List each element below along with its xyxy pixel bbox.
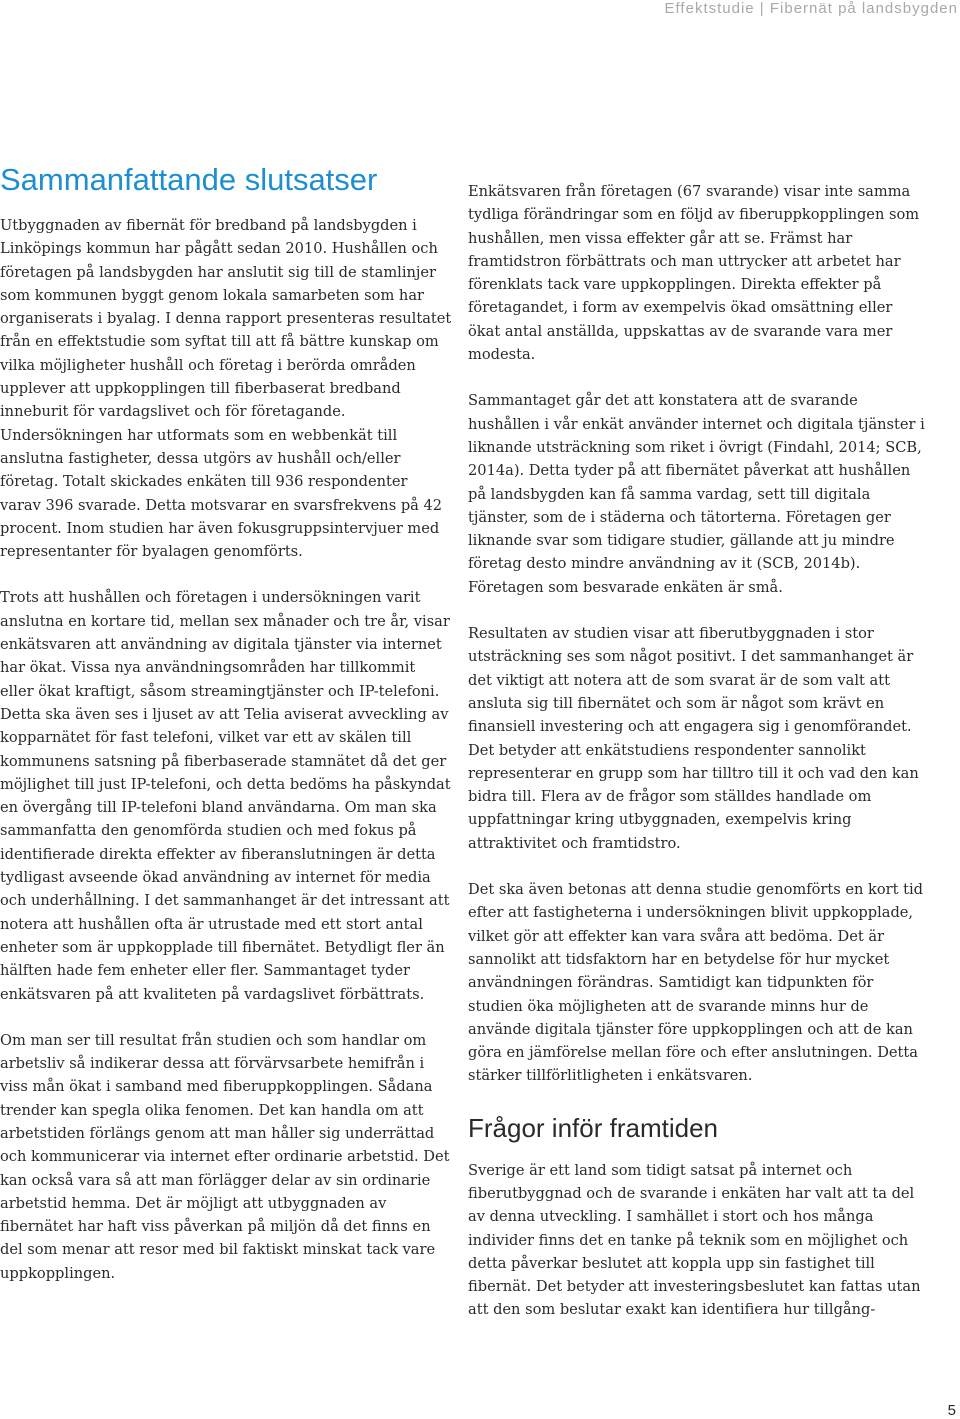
section-heading-future: Frågor inför framtiden bbox=[468, 1112, 718, 1143]
paragraph: Resultaten av studien visar att fiberutbyggnaden i stor utsträckning ses som något positivt. I det sammanhanget är det viktigt att notera att de som svarat är de som valt att ansluta sig till fibernätet och som är något som krävt en finansiell investering och att engagera sig i genomförandet. Det betyder att enkätstudiens respondenter sannolikt representerar en grupp som har tilltro till it och vad den kan bidra till. Flera av de frågor som ställdes handlade om uppfattningar kring utbyggnaden, exempelvis kring attraktivitet och framtidstro. bbox=[468, 625, 919, 852]
paragraph: Enkätsvaren från företagen (67 svarande) visar inte samma tydliga förändringar som en följd av fiberuppkopplingen som hushållen, men vissa effekter går att se. Främst har framtidstron förbättrats och man uttrycker att arbetet har förenklats tack vare uppkopplingen. Direkta effekter på företagandet, i form av exempelvis ökad omsättning eller ökat antal anställda, uppskattas av de svarande vara mer modesta. bbox=[468, 183, 920, 364]
paragraph: Sverige är ett land som tidigt satsat på internet och fiberutbyggnad och de svarande i enkäten har valt att ta del av denna utveckling. I samhället i stort och hos många individer finns det en tanke på teknik som en möjlighet och detta påverkar beslutet att koppla upp sin fastighet till fibernät. Det betyder att investeringsbeslutet kan fattas utan att den som beslutar exakt kan identifiera hur tillgång- bbox=[468, 1161, 921, 1319]
paragraph: Om man ser till resultat från studien och som handlar om arbetsliv så indikerar dessa att förvärvsarbete hemifrån i viss mån ökat i samband med fiberuppkopplingen. Sådana trender kan spegla olika fenomen. Det kan handla om att arbetstiden förlängs genom att man håller sig underrättad och kommunicerar via internet efter ordinarie arbetstid. Det kan också vara så att man förlägger delar av sin ordinarie arbetstid hemma. Det är möjligt att utbyggnaden av fibernätet har haft viss påverkan på miljön då det finns en del som menar att resor med bil faktiskt minskat tack vare uppkopplingen. bbox=[0, 1031, 450, 1282]
section-heading-conclusions: Sammanfattande slutsatser bbox=[0, 162, 378, 197]
paragraph: Sammantaget går det att konstatera att de svarande hushållen i vår enkät använder internet och digitala tjänster i liknande utsträckning som riket i övrigt (Findahl, 2014; SCB, 2014a). Detta tyder på att fibernätet påverkat att hushållen på landsbygden kan få samma vardag, sett till digitala tjänster, som de i städerna och tätorterna. Företagen ger liknande svar som tidigare studier, gällande att ju mindre företag desto mindre användning av it (SCB, 2014b). Företagen som besvarade enkäten är små. bbox=[468, 392, 925, 596]
left-column bbox=[0, 160, 452, 1308]
paragraph: Trots att hushållen och företagen i undersökningen varit anslutna en kortare tid, mellan sex månader och tre år, visar enkätsvaren att användning av digitala tjänster via internet har ökat. Vissa nya användningsområden har tillkommit eller ökat kraftigt, såsom streamingtjänster och IP-telefoni. Detta ska även ses i ljuset av att Telia aviserat avveckling av kopparnätet för fast telefoni, vilket var ett av skälen till kommunens satsning på fiberbaserade stamnätet då det ger möjlighet till just IP-telefoni, och detta bedöms ha påskyndat en övergång till IP-telefoni bland användarna. Om man ska sammanfatta den genomförda studien och med fokus på identifierade direkta effekter av fiberanslutningen är detta tydligast avseende ökad användning av internet för media och underhållning. I det sammanhanget är det intressant att notera att hushållen ofta är utrustade med ett stort antal enheter som är uppkopplade till fibernätet. Betydligt fler än hälften hade fem enheter eller fler. Sammantaget tyder enkätsvaren på att kvaliteten på vardagslivet förbättrats. bbox=[0, 589, 451, 1003]
page-number: 5 bbox=[947, 1402, 956, 1419]
running-header: Effektstudie | Fibernät på landsbygden bbox=[664, 0, 958, 17]
right-column bbox=[468, 180, 928, 1345]
paragraph: Det ska även betonas att denna studie genomförts en kort tid efter att fastigheterna i undersökningen blivit uppkopplade, vilket gör att effekter kan vara svåra att bedöma. Det är sannolikt att tidsfaktorn har en betydelse för hur mycket användningen förändras. Samtidigt kan tidpunkten för studien öka möjligheten att de svarande minns hur de använde digitala tjänster före uppkopplingen och att de kan göra en jämförelse mellan före och efter anslutningen. Detta stärker tillförlitligheten i enkätsvaren. bbox=[468, 881, 924, 1085]
paragraph: Utbyggnaden av fibernät för bredband på landsbygden i Linköpings kommun har pågått sedan 2010. Hushållen och företagen på landsbygden har anslutit sig till de stamlinjer som kommunen byggt genom lokala samarbeten som har organiserats i byalag. I denna rapport presenteras resultatet från en effektstudie som syftat till att få bättre kunskap om vilka möjligheter hushåll och företag i berörda områden upplever att uppkopplingen till fiberbaserat bredband inneburit för vardagslivet och för företagande. Undersökningen har utformats som en webbenkät till anslutna fastigheter, dessa utgörs av hushåll och/eller företag. Totalt skickades enkäten till 936 respondenter varav 396 svarade. Detta motsvarar en svarsfrekvens på 42 procent. Inom studien har även fokusgruppsintervjuer med representanter för byalagen genomförts. bbox=[0, 217, 452, 561]
